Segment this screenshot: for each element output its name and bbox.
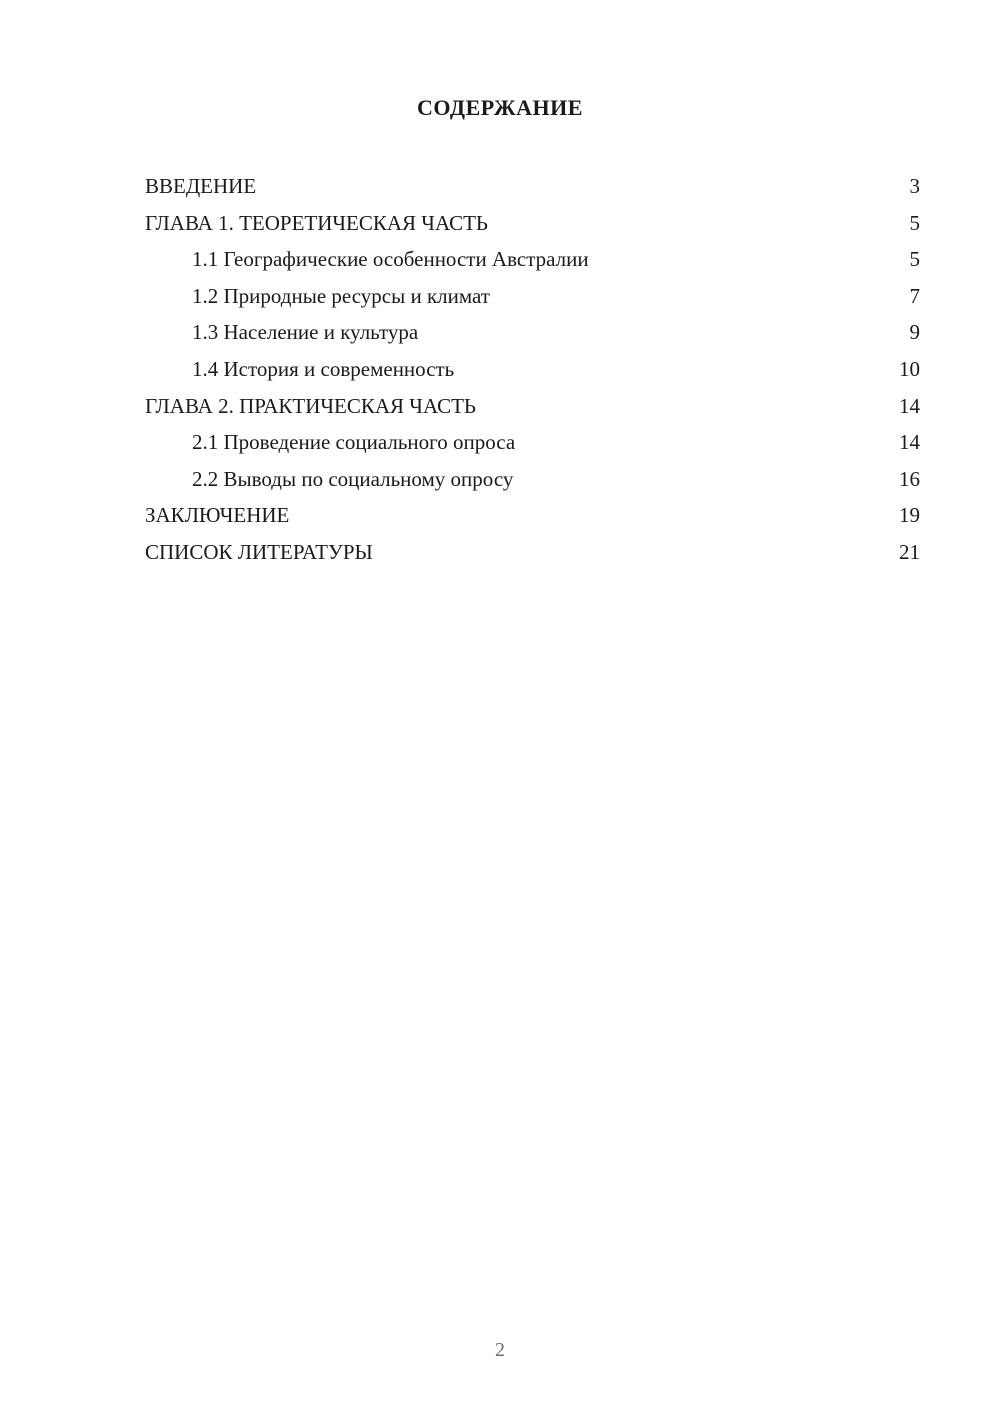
toc-entry-label: ЗАКЛЮЧЕНИЕ (145, 503, 290, 528)
toc-row (145, 424, 920, 461)
toc-entry-page-number: 14 (899, 430, 920, 455)
toc-row (145, 278, 920, 315)
toc-row (145, 241, 920, 278)
toc-entry-label: ГЛАВА 1. ТЕОРЕТИЧЕСКАЯ ЧАСТЬ (145, 210, 488, 235)
toc-entry-page-number: 21 (899, 539, 920, 564)
page-title: СОДЕРЖАНИЕ (417, 95, 583, 120)
toc-entry-label: ВВЕДЕНИЕ (145, 174, 257, 198)
toc-entry-page-number: 14 (899, 393, 920, 418)
toc-entry-label: СПИСОК ЛИТЕРАТУРЫ (145, 539, 373, 564)
toc-entry-page-number: 9 (909, 320, 920, 345)
toc-entry-page-number: 19 (899, 503, 920, 528)
toc-row (145, 314, 920, 351)
toc-row (145, 534, 920, 571)
toc-entry-label: 1.3 Население и культура (192, 320, 419, 345)
toc-entry-page-number: 5 (909, 210, 920, 235)
toc-entry-page-number: 7 (909, 283, 920, 308)
toc-entry-label: 1.1 Географические особенности Австралии (192, 247, 589, 272)
toc-entry-page-number: 16 (899, 466, 920, 491)
toc-row (145, 351, 920, 388)
toc-entry-page-number: 3 (909, 174, 920, 198)
footer-page-number: 2 (495, 1339, 505, 1361)
toc-entry-label: 1.2 Природные ресурсы и климат (192, 283, 490, 308)
toc-row (145, 497, 920, 534)
toc-entry-label: 2.1 Проведение социального опроса (192, 430, 516, 455)
toc-row (145, 205, 920, 242)
table-of-contents (145, 168, 920, 571)
toc-entry-page-number: 5 (909, 247, 920, 272)
toc-entry-label: 1.4 История и современность (192, 356, 455, 381)
toc-row (145, 461, 920, 498)
toc-row (145, 388, 920, 425)
toc-entry-label: ГЛАВА 2. ПРАКТИЧЕСКАЯ ЧАСТЬ (145, 393, 476, 418)
toc-entry-label: 2.2 Выводы по социальному опросу (192, 466, 514, 491)
toc-row (145, 168, 920, 205)
toc-entry-page-number: 10 (899, 356, 920, 381)
